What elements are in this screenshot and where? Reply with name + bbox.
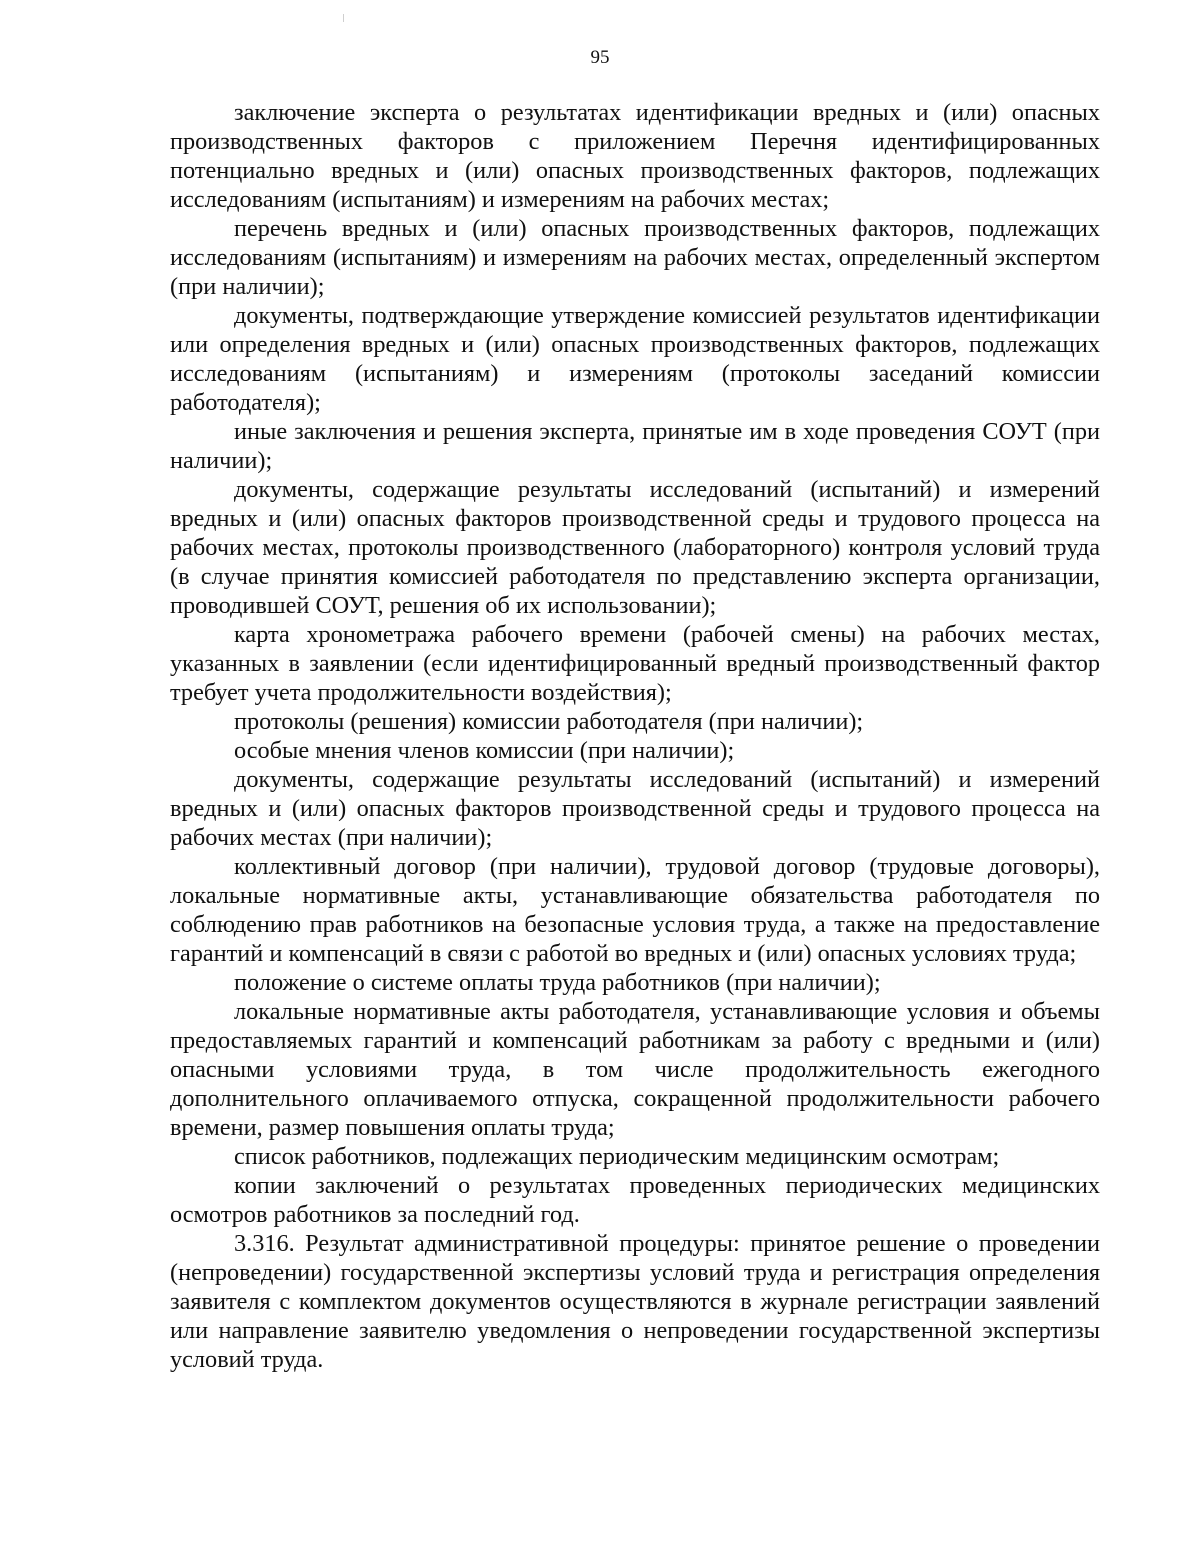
paragraph-commission-documents: документы, подтверждающие утверждение комиссией результатов идентификации или определения вредных и (или) опасных производственных факторов, подлежащих исследованиям (испытаниям) и измерениям (протоколы заседаний комиссии работодателя); <box>170 302 1100 416</box>
paragraph-expert-conclusion: заключение эксперта о результатах идентификации вредных и (или) опасных производственных факторов с приложением Перечня идентифицированных потенциально вредных и (или) опасных производственных факторов, подлежащих исследованиям (испытаниям) и измерениям на рабочих местах; <box>170 99 1100 213</box>
paragraph-timing-map: карта хронометража рабочего времени (рабочей смены) на рабочих местах, указанных в заявлении (если идентифицированный вредный производственный фактор требует учета продолжительности воздействия); <box>170 621 1100 706</box>
paragraph-commission-protocols: протоколы (решения) комиссии работодателя (при наличии); <box>234 708 864 735</box>
paragraph-payment-system: положение о системе оплаты труда работников (при наличии); <box>234 969 881 996</box>
paragraph-factors-list: перечень вредных и (или) опасных производственных факторов, подлежащих исследованиям (испытаниям) и измерениям на рабочих местах, определенный экспертом (при наличии); <box>170 215 1100 300</box>
paragraph-collective-agreement: коллективный договор (при наличии), трудовой договор (трудовые договоры), локальные нормативные акты, устанавливающие обязательства работодателя по соблюдению прав работников на безопасные условия труда, а также на предоставление гарантий и компенсаций в связи с работой во вредных и (или) опасных условиях труда; <box>170 853 1100 967</box>
paragraph-local-regulations: локальные нормативные акты работодателя, устанавливающие условия и объемы предоставляемых гарантий и компенсаций работникам за работу с вредными и (или) опасными условиями труда, в том числе продолжительность ежегодного дополнительного оплачиваемого отпуска, сокращенной продолжительности рабочего времени, размер повышения оплаты труда; <box>170 998 1100 1141</box>
paragraph-special-opinions: особые мнения членов комиссии (при наличии); <box>234 737 735 764</box>
page-number: 95 <box>590 47 610 68</box>
paragraph-procedure-result: 3.316. Результат административной процедуры: принятое решение о проведении (непроведении) государственной экспертизы условий труда и регистрация определения заявителя с комплектом документов осуществляются в журнале регистрации заявлений или направление заявителю уведомления о непроведении государственной экспертизы условий труда. <box>170 1230 1100 1373</box>
paragraph-other-conclusions: иные заключения и решения эксперта, принятые им в ходе проведения СОУТ (при наличии); <box>170 418 1100 474</box>
paragraph-employee-list: список работников, подлежащих периодическим медицинским осмотрам; <box>234 1143 1000 1170</box>
scan-artifact <box>343 14 344 22</box>
document-body <box>170 98 1100 1374</box>
paragraph-medical-conclusions: копии заключений о результатах проведенных периодических медицинских осмотров работников за последний год. <box>170 1172 1100 1228</box>
paragraph-measurement-documents: документы, содержащие результаты исследований (испытаний) и измерений вредных и (или) опасных факторов производственной среды и трудового процесса на рабочих местах (при наличии); <box>170 766 1100 851</box>
paragraph-research-results: документы, содержащие результаты исследований (испытаний) и измерений вредных и (или) опасных факторов производственной среды и трудового процесса на рабочих местах, протоколы производственного (лабораторного) контроля условий труда (в случае принятия комиссией работодателя по представлению эксперта организации, проводившей СОУТ, решения об их использовании); <box>170 476 1100 619</box>
